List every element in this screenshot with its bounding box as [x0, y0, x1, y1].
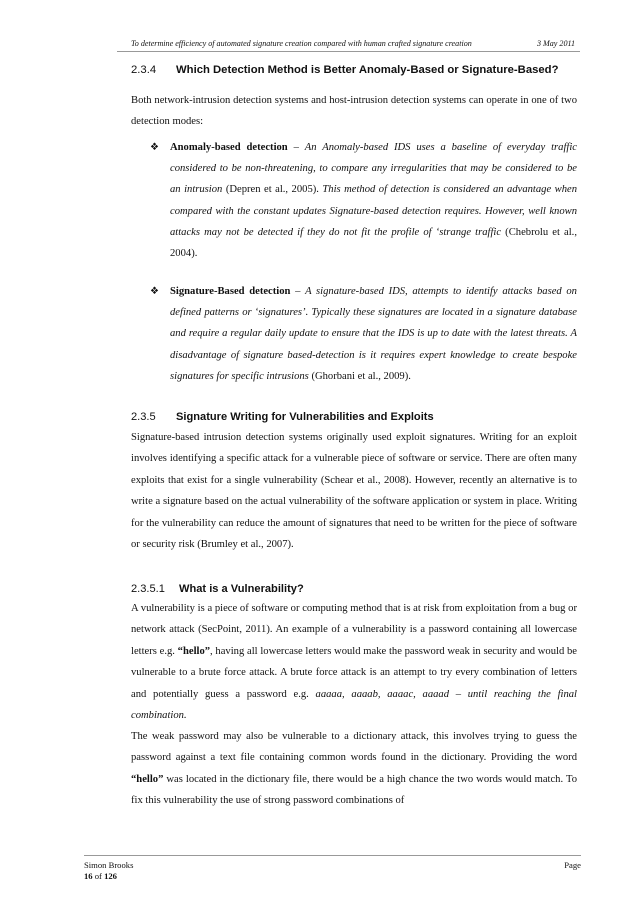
bullet-text: A signature-based IDS, attempts to identify attacks based on defined patterns or ‘signatures’. Typically these signatures are located in a signature database and require a regular daily update to ensure that the IDS is up to date with the latest threats. A disadvantage of signature based-detection is it requires expert knowledge to create bespoke signatures for specific intrusions [170, 286, 577, 382]
footer-author: Simon Brooks [84, 860, 134, 870]
bullet-signature-detection: Signature-Based detection – A signature-based IDS, attempts to identify attacks based on defined patterns or ‘signatures’. Typically these signatures are located in a signature database and require a regular daily update to ensure that the IDS is up to date with the latest threats. A disadvantage of signature based-detection is it requires expert knowledge to create bespoke signatures for specific intrusions (Ghorbani et al., 2009). [170, 286, 577, 382]
page-number: 16 [84, 871, 93, 881]
footer-rule [84, 855, 581, 856]
header-date: 3 May 2011 [536, 39, 575, 48]
section-2-3-5-body: Signature-based intrusion detection systems originally used exploit signatures. Writing for an exploit involves identifying a specific attack for a vulnerable piece of software or service. There are often many exploits that exist for a single vulnerability (Schear et al., 2008). However, recently an alternative is to write a signature based on the actual vulnerability of the software application or system in place. Writing for the vulnerability can reduce the amount of signatures that need to be written for the piece of software or security risk (Brumley et al., 2007). [131, 432, 577, 551]
total-pages: 126 [104, 871, 117, 881]
bullet-text: An Anomaly-based IDS uses a baseline of everyday traffic considered to be non-threatening, to compare any irregularities that may be considered to be an intrusion [170, 142, 577, 196]
hello-example: “hello” [177, 645, 211, 657]
footer-page-label: Page [564, 860, 581, 870]
diamond-bullet-icon: ❖ [150, 286, 159, 297]
section-heading-2-3-4 [131, 64, 558, 76]
section-title: Which Detection Method is Better Anomaly-Based or Signature-Based? [176, 64, 559, 76]
section-number: 2.3.5 [131, 411, 156, 423]
header-rule [117, 51, 580, 52]
bullet-text: This method of detection is considered an advantage when compared with the constant updates Signature-based detection requires. However, well known attacks may not be detected if they do not fit the profile of ‘strange traffic [170, 184, 577, 238]
section-heading-2-3-5-1 [131, 583, 304, 595]
bullet-term: Anomaly-based detection [170, 142, 288, 153]
section-title: What is a Vulnerability? [179, 583, 304, 595]
section-heading-2-3-5 [131, 411, 434, 423]
section-title: Signature Writing for Vulnerabilities and Exploits [176, 411, 434, 423]
citation: (Chebrolu et al., 2004). [170, 226, 577, 260]
intro-paragraph: Both network-intrusion detection systems and host-intrusion detection systems can operate in one of two detection modes: [131, 95, 577, 128]
vulnerability-paragraph-1: A vulnerability is a piece of software or computing method that is at risk from exploitation from a bug or network attack (SecPoint, 2011). An example of a vulnerability is a password containing all lowercase letters e.g. “hello”, having all lowercase letters would make the password weak in security and would be vulnerable to a brute force attack. A brute force attack is an attempt to try every combination of letters and potentially guess a password e.g. aaaaa, aaaab, aaaac, aaaad – until reaching the final combination. [131, 603, 578, 722]
footer-page-count: 16 of 126 [84, 871, 117, 881]
header-title: To determine efficiency of automated signature creation compared with human crafted signature creation [131, 39, 472, 48]
bullet-term: Signature-Based detection [170, 286, 291, 297]
vulnerability-paragraph-2: The weak password may also be vulnerable to a dictionary attack, this involves trying to guess the password against a text file containing common words found in the dictionary. Providing the word “hello” was located in the dictionary file, there would be a high chance the two words would match. To fix this vulnerability the use of strong password combinations of [131, 731, 577, 807]
running-header [131, 39, 575, 48]
brute-force-example: aaaaa, aaaab, aaaac, aaaad – until reaching the final combination. [131, 688, 577, 722]
citation: (Ghorbani et al., 2009). [308, 370, 411, 382]
citation: (Depren et al., 2005). [222, 184, 323, 196]
section-number: 2.3.4 [131, 64, 157, 76]
hello-example: “hello” [131, 773, 164, 785]
bullet-anomaly-detection: Anomaly-based detection – An Anomaly-based IDS uses a baseline of everyday traffic considered to be non-threatening, to compare any irregularities that may be considered to be an intrusion (Depren et al., 2005). This method of detection is considered an advantage when compared with the constant updates Signature-based detection requires. However, well known attacks may not be detected if they do not fit the profile of ‘strange traffic (Chebrolu et al., 2004). [170, 142, 577, 260]
diamond-bullet-icon: ❖ [150, 142, 159, 153]
section-number: 2.3.5.1 [131, 583, 165, 595]
